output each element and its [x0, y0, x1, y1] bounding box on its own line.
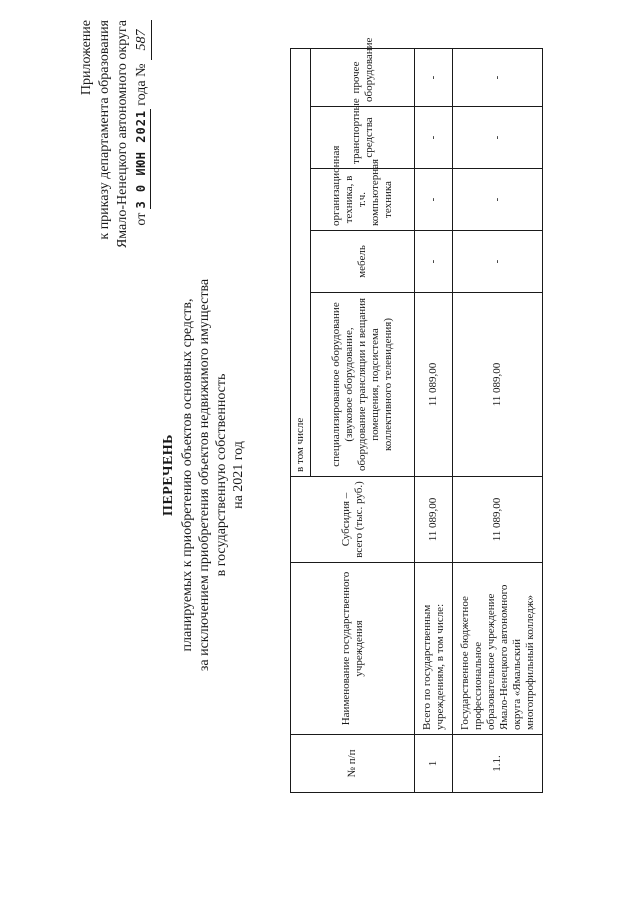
cell-office: - [453, 169, 543, 231]
header-other: прочее оборудование [311, 49, 415, 107]
number-label: № [134, 63, 149, 77]
header-subsidy: Субсидия – всего (тыс. руб.) [291, 477, 415, 563]
cell-furniture: - [453, 231, 543, 293]
header-furniture: мебель [311, 231, 415, 293]
cell-special: 11 089,00 [453, 293, 543, 477]
cell-transport: - [453, 107, 543, 169]
heading-line-2: за исключением приобретения объектов недвижимого имущества [197, 278, 212, 672]
cell-name: Всего по государственным учреждениям, в том числе: [415, 563, 453, 735]
table-row [415, 49, 453, 793]
header-num: № п/п [291, 735, 415, 793]
cell-special: 11 089,00 [415, 293, 453, 477]
date-line [132, 20, 152, 380]
region-line: Ямало-Ненецкого автономного округа [115, 20, 130, 249]
document-heading [160, 245, 247, 705]
header-office: организационная техника, в т.ч. компьютерная техника [311, 169, 415, 231]
cell-subsidy: 11 089,00 [415, 477, 453, 563]
date-stamp: 3 0 ИЮН 2021 [132, 109, 151, 209]
cell-transport: - [415, 107, 453, 169]
from-label: от [134, 212, 149, 226]
order-number: 587 [133, 20, 152, 60]
table-row [453, 49, 543, 793]
cell-office: - [415, 169, 453, 231]
header-including: в том числе [291, 49, 311, 477]
document-title: ПЕРЕЧЕНЬ [161, 434, 176, 516]
assets-table [290, 37, 543, 793]
cell-num: 1 [415, 735, 453, 793]
approval-block [78, 20, 152, 380]
cell-subsidy: 11 089,00 [453, 477, 543, 563]
cell-other: - [453, 49, 543, 107]
heading-line-1: планируемых к приобретению объектов основных средств, [180, 298, 195, 652]
header-name: Наименование государственного учреждения [291, 563, 415, 735]
cell-name: Государственное бюджетное профессиональное образовательное учреждение Ямало-Ненецкого автономного округа «Ямальский многопрофильный колледж» [453, 563, 543, 735]
header-special: специализированное оборудование (звуковое оборудование, оборудование трансляции и вещания помещения, подсистема коллективного телевидения) [311, 293, 415, 477]
order-line: к приказу департамента образования [97, 20, 112, 240]
heading-line-4: на 2021 год [231, 441, 246, 509]
cell-furniture: - [415, 231, 453, 293]
heading-line-3: в государственную собственность [214, 373, 229, 577]
cell-num: 1.1. [453, 735, 543, 793]
appendix-label: Приложение [79, 20, 94, 96]
year-label: года [134, 80, 149, 106]
cell-other: - [415, 49, 453, 107]
header-transport: транспортные средства [311, 107, 415, 169]
